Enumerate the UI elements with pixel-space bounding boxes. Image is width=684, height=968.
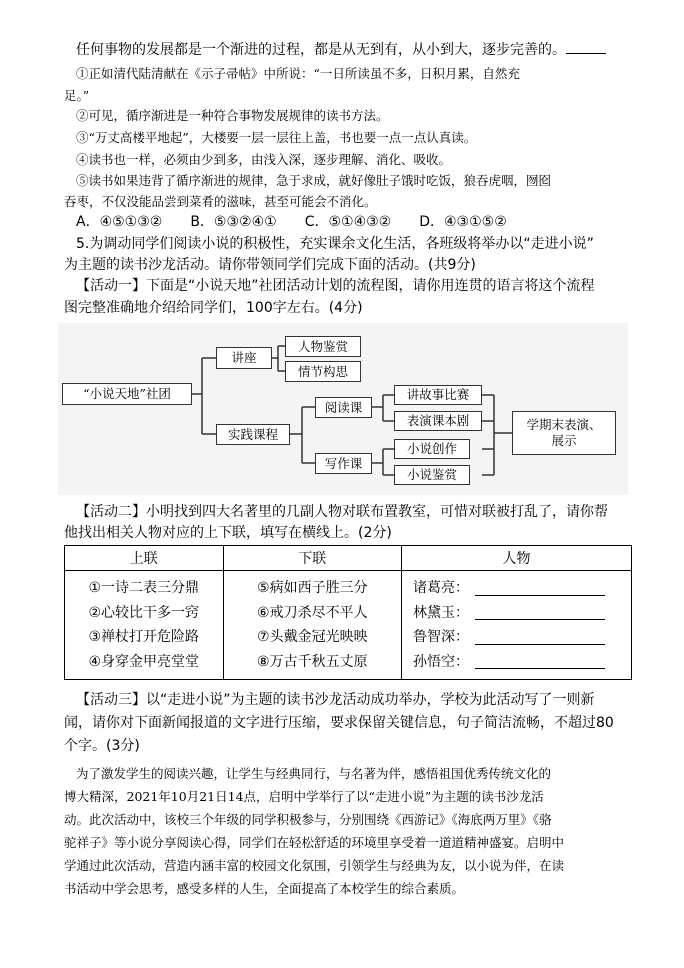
lower-couplet-8: ⑧万古千秋五丈原 [257,653,368,670]
answer-line-lu-zhishen[interactable] [475,630,605,645]
activity-3-prompt: 【活动三】以“走进小说”为主题的读书沙龙活动成功举办，学校为此活动写了一则新 [76,692,595,708]
flow-node-storytelling: 讲故事比赛 [394,385,482,405]
person-label: 鲁智深： [413,629,470,645]
header-lower: 下联 [223,546,401,571]
person-row [413,601,620,626]
activity-3-prompt-end: 个字。(3分) [64,738,140,754]
flow-node-novel-appreciation: 小说鉴赏 [394,465,470,485]
club-flowchart [58,323,628,495]
flow-node-lecture: 讲座 [216,347,272,369]
person-row [413,576,620,601]
table-row [65,571,632,680]
person-row [413,625,620,650]
header-person: 人物 [402,546,632,571]
person-label: 诸葛亮： [413,580,470,596]
news-line-4: 驼祥子》等小说分享阅读心得，同学们在轻松舒适的环境里享受着一道道精神盛宴。启明中 [64,835,565,850]
header-upper: 上联 [65,546,224,571]
person-cell [402,571,632,680]
news-line-5: 学通过此次活动，营造内涵丰富的校园文化氛围，引领学生与经典为友，以小说为伴，在读 [64,858,565,873]
flow-node-root: “小说天地”社团 [62,383,192,405]
question-5-intro: 5.为调动同学们阅读小说的积极性，充实课余文化生活，各班级将举办以“走进小说” [76,236,594,252]
activity-1-prompt-cont: 图完整准确地介绍给同学们，100字左右。(4分) [64,300,363,316]
text-line-3: 足。” [64,88,90,103]
text-line-2: ①正如清代陆清献在《示子帚帖》中所说：“一日所读虽不多，日积月累，自然充 [76,66,520,81]
flow-node-character-appreciation: 人物鉴赏 [285,336,361,357]
text-line-4: ②可见，循序渐进是一种符合事物发展规律的读书方法。 [76,108,389,123]
couplet-table [64,545,632,680]
answer-options: A．④⑤①③② B．⑤③②④① C．⑤①④③② D．④③①⑤② [76,214,507,230]
answer-blank[interactable] [566,41,606,54]
lower-couplet-7: ⑦头戴金冠光映映 [257,629,368,645]
person-row [413,650,620,675]
answer-line-lin-daiyu[interactable] [475,605,605,620]
lower-couplet-6: ⑥戒刀杀尽不平人 [257,604,368,621]
person-label: 林黛玉： [413,604,470,621]
activity-2-prompt: 【活动二】小明找到四大名著里的几副人物对联布置教室，可惜对联被打乱了，请你帮 [76,504,608,520]
news-line-2: 博大精深，2021年10月21日14点，启明中学举行了以“走进小说”为主题的读书沙龙活 [64,789,544,804]
flow-node-textbook-drama: 表演课本剧 [394,411,482,431]
answer-line-zhuge-liang[interactable] [475,581,605,596]
activity-2-prompt-cont: 他找出相关人物对应的上下联，填写在横线上。(2分) [64,525,392,541]
text-line-5: ③“万丈高楼平地起”，大楼要一层一层往上盖，书也要一点一点认真读。 [76,130,477,145]
activity-1-prompt: 【活动一】下面是“小说天地”社团活动计划的流程图，请你用连贯的语言将这个流程 [76,278,595,294]
flow-node-final-show: 学期末表演、展示 [512,411,616,455]
text-line-1: 任何事物的发展都是一个渐进的过程，都是从无到有，从小到大，逐步完善的。 [76,40,638,60]
news-line-3: 动。此次活动中，该校三个年级的同学积极参与，分别围绕《西游记》《海底两万里》《骆 [64,812,552,827]
upper-couplet-1: ①一诗二表三分鼎 [88,580,200,596]
upper-couplet-4: ④身穿金甲亮堂堂 [88,653,200,670]
table-header-row [65,546,632,571]
lower-couplets-cell [223,571,401,680]
text-line-7: ⑤读书如果违背了循序渐进的规律，急于求成，就好像肚子饿时吃饭，狼吞虎咽，囫囵 [76,173,552,188]
upper-couplet-2: ②心较比干多一窍 [88,604,200,621]
question-5-intro-cont: 为主题的读书沙龙活动。请你带领同学们完成下面的活动。(共9分) [64,257,476,273]
answer-line-sun-wukong[interactable] [475,654,605,669]
news-line-6: 书活动中学会思考，感受多样的人生，全面提高了本校学生的综合素质。 [64,881,465,896]
news-line-1: 为了激发学生的阅读兴趣，让学生与经典同行，与名著为伴，感悟祖国优秀传统文化的 [76,766,552,781]
activity-3-prompt-cont: 闻，请你对下面新闻报道的文字进行压缩，要求保留关键信息，句子简洁流畅，不超过80 [64,715,614,731]
flow-node-practice: 实践课程 [216,424,290,445]
person-label: 孙悟空： [413,653,470,670]
text-line-8: 吞枣，不仅没能品尝到菜肴的滋味，甚至可能会不消化。 [64,194,377,209]
upper-couplets-cell [65,571,224,680]
upper-couplet-3: ③禅杖打开危险路 [88,629,200,645]
flow-node-plot-design: 情节构思 [285,361,361,382]
text-line-6: ④读书也一样，必须由少到多，由浅入深，逐步理解、消化、吸收。 [76,152,452,167]
flow-node-reading-class: 阅读课 [315,397,372,418]
flow-node-writing-class: 写作课 [315,453,372,474]
flow-node-novel-creation: 小说创作 [394,439,470,459]
lower-couplet-5: ⑤病如西子胜三分 [257,580,368,596]
